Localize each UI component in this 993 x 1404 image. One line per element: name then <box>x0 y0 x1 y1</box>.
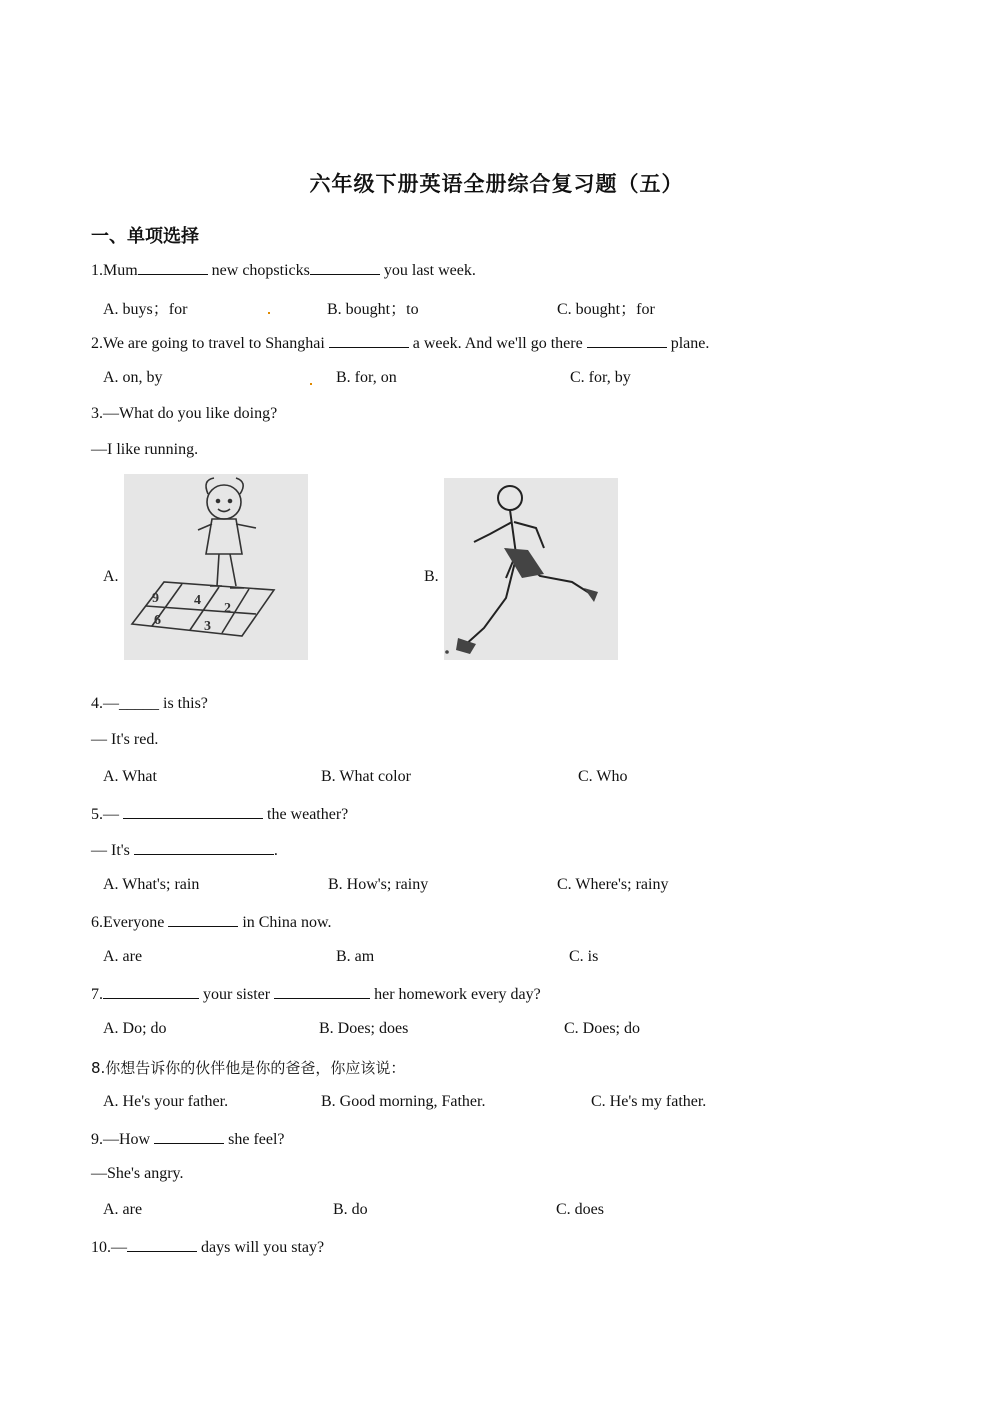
q9-option-a: A. are <box>103 1201 143 1218</box>
answer-blank <box>103 984 199 999</box>
svg-text:4: 4 <box>194 593 201 608</box>
q4-option-c: C. Who <box>578 768 628 785</box>
q8-option-b: B. Good morning, Father. <box>321 1093 486 1110</box>
q7-option-b: B. Does; does <box>319 1020 409 1037</box>
question-9: 9.—How she feel? <box>91 1131 285 1148</box>
answer-blank <box>310 260 380 275</box>
q2-option-a: A. on, by <box>103 369 163 386</box>
question-1: 1.Mum new chopsticks you last week. <box>91 262 476 279</box>
question-2: 2.We are going to travel to Shanghai a week. And we'll go there plane. <box>91 335 710 352</box>
question-3: 3.—What do you like doing? <box>91 405 278 422</box>
q5-option-a: A. What's; rain <box>103 876 200 893</box>
q8-option-a: A. He's your father. <box>103 1093 229 1110</box>
question-7: 7. your sister her homework every day? <box>91 986 541 1003</box>
question-6: 6.Everyone in China now. <box>91 914 332 931</box>
svg-text:3: 3 <box>204 619 211 634</box>
running-man-icon <box>444 478 618 660</box>
q9-option-b: B. do <box>333 1201 368 1218</box>
answer-blank <box>587 333 667 348</box>
q1-option-b: B. bought；to <box>327 301 419 318</box>
running-man-picture <box>444 478 618 660</box>
q5-option-b: B. How's; rainy <box>328 876 429 893</box>
q1-option-a: A. buys；for <box>103 301 188 318</box>
q9-option-c: C. does <box>556 1201 604 1218</box>
question-3-answer: —I like running. <box>91 441 199 458</box>
question-8: 8.你想告诉你的伙伴他是你的爸爸，你应该说： <box>91 1059 406 1077</box>
answer-blank <box>329 333 409 348</box>
answer-blank: _____ <box>119 695 159 712</box>
q7-option-c: C. Does; do <box>564 1020 640 1037</box>
page-title: 六年级下册英语全册综合复习题（五） <box>309 172 684 196</box>
q5-option-c: C. Where's; rainy <box>557 876 669 893</box>
answer-blank <box>168 912 238 927</box>
q7-option-a: A. Do; do <box>103 1020 167 1037</box>
q6-option-b: B. am <box>336 948 375 965</box>
answer-blank <box>138 260 208 275</box>
svg-text:2: 2 <box>224 601 231 616</box>
hopscotch-girl-icon <box>124 474 308 660</box>
q8-option-c: C. He's my father. <box>591 1093 707 1110</box>
q4-option-a: A. What <box>103 768 157 785</box>
decorative-dot <box>310 383 312 385</box>
answer-blank <box>154 1129 224 1144</box>
question-5-answer: — It's . <box>91 842 278 859</box>
q3-option-a-label: A. <box>103 568 119 585</box>
section-heading: 一、单项选择 <box>91 226 199 246</box>
q6-option-c: C. is <box>569 948 599 965</box>
question-10: 10.— days will you stay? <box>91 1239 325 1256</box>
answer-blank <box>134 840 274 855</box>
hopscotch-girl-picture <box>124 474 308 660</box>
question-4-answer: — It's red. <box>91 731 159 748</box>
q1-option-c: C. bought；for <box>557 301 655 318</box>
q3-option-b-label: B. <box>424 568 439 585</box>
svg-text:6: 6 <box>154 613 161 628</box>
question-4: 4.—_____ is this? <box>91 695 208 712</box>
answer-blank <box>274 984 370 999</box>
answer-blank <box>127 1237 197 1252</box>
svg-text:9: 9 <box>152 591 159 606</box>
q6-option-a: A. are <box>103 948 143 965</box>
question-9-answer: —She's angry. <box>91 1165 184 1182</box>
q2-option-c: C. for, by <box>570 369 631 386</box>
q4-option-b: B. What color <box>321 768 411 785</box>
decorative-dot <box>268 312 270 314</box>
question-5: 5.— the weather? <box>91 806 349 823</box>
answer-blank <box>123 804 263 819</box>
q2-option-b: B. for, on <box>336 369 397 386</box>
